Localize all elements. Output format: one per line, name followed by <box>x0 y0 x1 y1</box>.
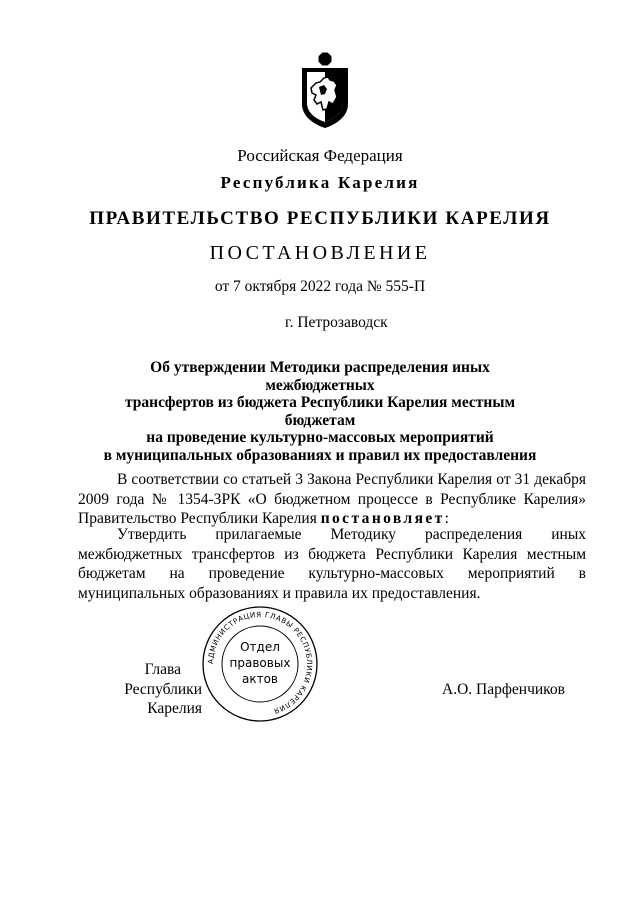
coat-of-arms-icon <box>297 52 353 130</box>
stamp-ring-text: АДМИНИСТРАЦИЯ ГЛАВЫ РЕСПУБЛИКИ КАРЕЛИЯ <box>205 609 315 716</box>
stamp-line: Отдел <box>240 640 280 654</box>
subject-line: Об утверждении Методики распределения иных межбюджетных <box>150 359 490 394</box>
document-type: ПОСТАНОВЛЕНИЕ <box>209 242 431 264</box>
signatory-title-line: Глава <box>144 661 181 678</box>
preamble-text: В соответствии со статьей 3 Закона Республики Карелия от 31 декабря 2009 года № 1354-ЗРК «О бюджетном процессе в Республике Карелия» Правительство Республики Карелия <box>78 471 586 527</box>
subject-line: на проведение культурно-массовых мероприятий <box>146 429 494 446</box>
preamble-paragraph <box>78 470 586 529</box>
country-name: Российская Федерация <box>237 146 403 165</box>
city-name: г. Петрозаводск <box>285 314 388 331</box>
signatory-title-line: Республики Карелия <box>124 680 202 717</box>
stamp-line: правовых <box>229 656 291 670</box>
document-subject <box>100 359 540 464</box>
republic-name: Республика Карелия <box>220 173 420 192</box>
preamble-end: : <box>444 510 449 527</box>
subject-line: в муниципальных образованиях и правил их предоставления <box>103 446 537 464</box>
signatory-name: А.О. Парфенчиков <box>442 681 565 698</box>
government-title: ПРАВИТЕЛЬСТВО РЕСПУБЛИКИ КАРЕЛИЯ <box>89 208 551 229</box>
date-number-line: от 7 октября 2022 года № 555-П <box>214 278 426 295</box>
subject-line: трансфертов из бюджета Республики Карелия местным бюджетам <box>124 394 516 429</box>
stamp-line: актов <box>241 672 279 686</box>
decision-keyword: постановляет <box>320 510 445 527</box>
resolution-paragraph: Утвердить прилагаемые Методику распределения иных межбюджетных трансфертов из бюджета Республики Карелия местным бюджетам на проведение культурно-массовых мероприятий в муниципальных образованиях и правила их предоставления. <box>78 526 586 602</box>
official-stamp <box>201 605 319 723</box>
signatory-title <box>78 660 202 719</box>
